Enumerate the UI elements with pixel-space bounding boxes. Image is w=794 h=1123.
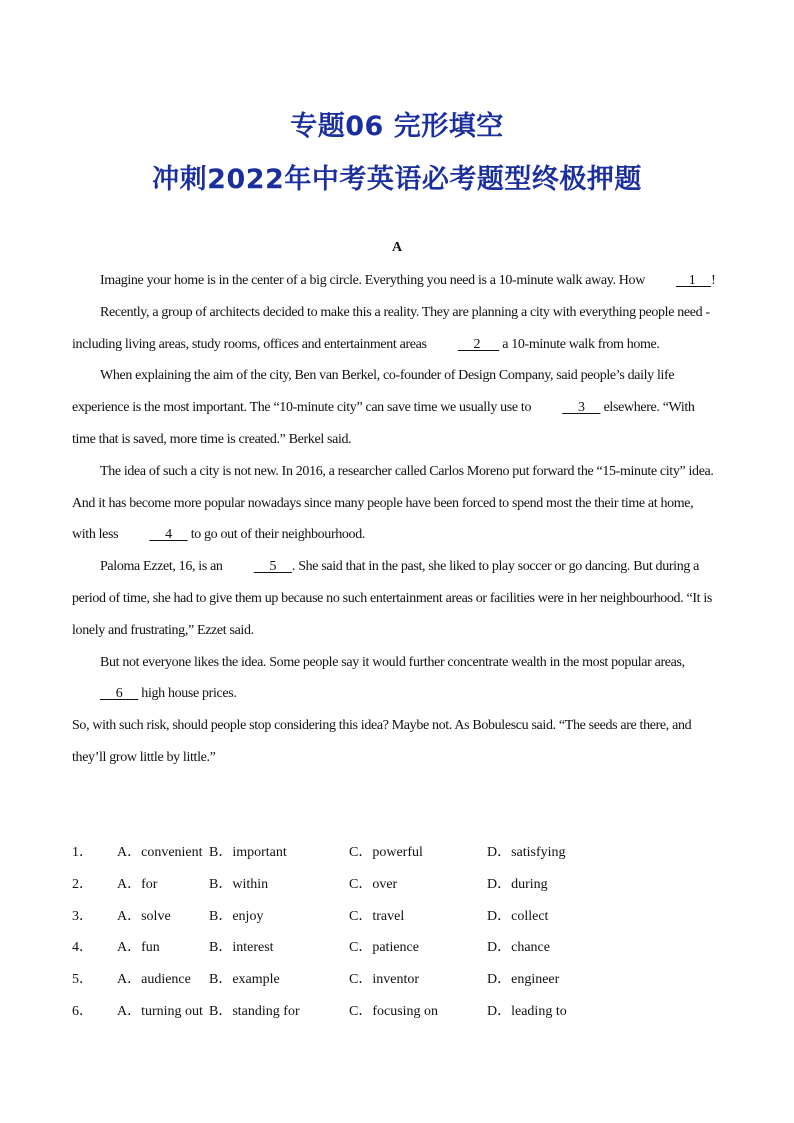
question-number: 5． (72, 972, 93, 988)
blank-6: 6 (100, 686, 139, 702)
option-b: B．within (209, 876, 269, 892)
option-c: C．over (349, 876, 398, 892)
option-row (72, 932, 716, 964)
option-row (72, 964, 716, 996)
option-c: C．patience (349, 940, 419, 956)
option-row (72, 869, 716, 901)
paragraph-5-text-b: . She said that in the past, she liked to play soccer or go dancing. But during a period of time, she had to give them up because no such entertainment areas or facilities were in her neighbourhood. “It is lonely and frustrating,” Ezzet said. (72, 559, 713, 638)
paragraph-4 (72, 456, 716, 551)
question-number: 2． (72, 876, 93, 892)
option-d: D．collect (487, 908, 549, 924)
paragraph-1 (72, 265, 716, 297)
option-c: C．travel (349, 908, 405, 924)
blank-5: 5 (253, 559, 292, 575)
paragraph-3-text-a: When explaining the aim of the city, Ben van Berkel, co-founder of Design Company, said people’s daily life experience is the most important. The “10-minute city” can save time we usually use to (72, 368, 675, 416)
title-subtitle: 冲刺2022年中考英语必考题型终极押题 (152, 164, 642, 195)
question-number: 3． (72, 908, 93, 924)
paragraph-2-text-a: Recently, a group of architects decided to make this a reality. They are planning a city with everything people need - including living areas, study rooms, offices and entertainment areas (72, 304, 710, 352)
option-a: A．convenient (117, 845, 203, 860)
answer-options (72, 837, 716, 1028)
option-a: A．for (117, 876, 158, 892)
title-topic: 专题06 完形填空 (290, 111, 504, 142)
option-b: B．interest (209, 940, 274, 956)
question-number: 6． (72, 1003, 93, 1019)
option-b: B．example (209, 972, 280, 988)
option-a: A．solve (117, 908, 171, 924)
paragraph-1-text-b: ! (711, 273, 716, 288)
paragraph-5-text-a: Paloma Ezzet, 16, is an (100, 559, 226, 575)
option-row (72, 901, 716, 933)
blank-3: 3 (562, 400, 601, 416)
option-c: C．inventor (349, 972, 419, 988)
paragraph-2 (72, 297, 716, 361)
passage (72, 265, 716, 774)
option-a: A．fun (117, 940, 160, 956)
paragraph-4-text-a: The idea of such a city is not new. In 2016, a researcher called Carlos Moreno put forward the “15-minute city” idea. And it has become more popular nowadays since many people have been forced to spend most the their time at home, with less (72, 463, 714, 543)
section-label: A (391, 240, 403, 255)
paragraph-6 (72, 647, 716, 711)
question-number: 1． (72, 845, 93, 860)
option-a: A．turning out (117, 1003, 203, 1019)
option-d: D．satisfying (487, 845, 566, 860)
paragraph-4-text-b: to go out of their neighbourhood. (187, 527, 366, 543)
option-d: D．engineer (487, 972, 560, 988)
option-d: D．leading to (487, 1003, 567, 1019)
question-number: 4． (72, 940, 93, 956)
paragraph-7: So, with such risk, should people stop considering this idea? Maybe not. As Bobulescu said. “The seeds are there, and they’ll grow little by little.” (72, 718, 692, 765)
option-row (72, 996, 716, 1028)
option-b: B．important (209, 845, 287, 860)
option-c: C．powerful (349, 845, 423, 860)
option-row (72, 837, 716, 869)
paragraph-3 (72, 360, 716, 455)
blank-4: 4 (149, 527, 188, 543)
option-c: C．focusing on (349, 1003, 439, 1019)
blank-2: 2 (457, 336, 500, 352)
paragraph-3-text-b: elsewhere. “With time that is saved, more time is created.” Berkel said. (72, 400, 695, 447)
option-a: A．audience (117, 972, 191, 988)
paragraph-1-text-a: Imagine your home is in the center of a big circle. Everything you need is a 10-minute walk away. How (100, 273, 649, 288)
paragraph-2-text-b: a 10-minute walk from home. (499, 336, 660, 352)
paragraph-6-text-a: But not everyone likes the idea. Some people say it would further concentrate wealth in the most popular areas, (100, 654, 685, 670)
paragraph-6-text-b: high house prices. (138, 686, 237, 702)
option-d: D．during (487, 876, 548, 892)
option-b: B．enjoy (209, 908, 264, 924)
option-b: B．standing for (209, 1003, 300, 1019)
option-d: D．chance (487, 940, 550, 956)
paragraph-5 (72, 551, 716, 646)
blank-1: 1 (676, 273, 712, 288)
